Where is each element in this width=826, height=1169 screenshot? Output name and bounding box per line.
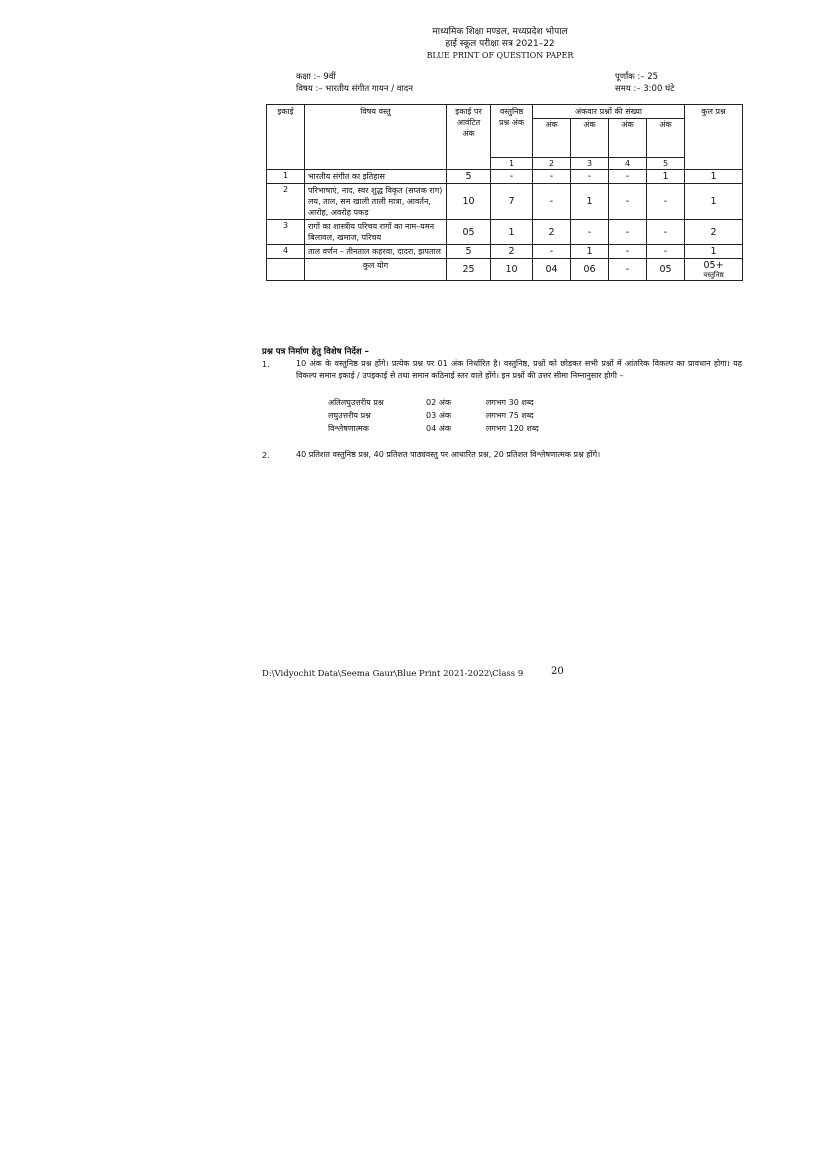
header-objective: वस्तुनिष्ठ प्रश्न अंक <box>491 105 533 158</box>
full-marks-label: पूर्णांक :– 25 <box>615 72 659 82</box>
word-limit-type: विश्लेषणात्मक <box>328 424 369 433</box>
instruction-2-text: 40 प्रतिशत वस्तुनिष्ठ प्रश्न, 40 प्रतिशत पाठ्यवस्तु पर आधारित प्रश्न, 20 प्रतिशत विश्लेषणात्मक प्रश्न होंगे। <box>296 450 601 459</box>
instruction-1-number: 1. <box>262 360 270 369</box>
time-label: समय :– 3:00 घंटे <box>615 84 675 94</box>
page-number: 20 <box>551 666 564 677</box>
word-limit-words: लगभग 30 शब्द <box>486 398 534 407</box>
table-row <box>267 245 743 259</box>
row-unit: 4 <box>267 245 305 259</box>
total-questions-value: 05+ <box>703 260 724 271</box>
header-total: कुल प्रश्न <box>685 105 743 170</box>
row-marks: 05 <box>447 220 491 245</box>
board-name: माध्यमिक शिक्षा मण्डल, मध्यप्रदेश भोपाल <box>432 27 568 37</box>
row-m5: - <box>647 245 685 259</box>
total-marks: 25 <box>447 259 491 281</box>
total-m3: 06 <box>571 259 609 281</box>
document-title: BLUE PRINT OF QUESTION PAPER <box>426 51 574 60</box>
row-content: रागों का शास्त्रीय परिचय रागों का नाम–यमन बिलावल, खमाज, परिचय <box>305 220 447 245</box>
row-m2: 2 <box>533 220 571 245</box>
col-number-4: 4 <box>609 158 647 170</box>
subject-label: विषय :– भारतीय संगीत गायन / वादन <box>296 84 413 94</box>
row-objective: 2 <box>491 245 533 259</box>
row-total: 1 <box>685 184 743 220</box>
header-ank-4: अंक <box>609 119 647 157</box>
row-total: 1 <box>685 170 743 184</box>
footer-file-path: D:\Vidyochit Data\Seema Gaur\Blue Print 2021-2022\Class 9 <box>262 669 524 679</box>
row-m5: - <box>647 184 685 220</box>
row-m3: 1 <box>571 184 609 220</box>
row-unit: 2 <box>267 184 305 220</box>
row-total: 1 <box>685 245 743 259</box>
row-m4: - <box>609 245 647 259</box>
header-ank-5: अंक <box>659 120 672 129</box>
row-content: परिभाषाएं, नाद, स्वर शुद्ध विकृत (सप्तक राग) लय, ताल, सम खाली ताली मात्रा, आवर्तन, आरोह, अवरोह पकड़ <box>305 184 447 220</box>
row-unit: 1 <box>267 170 305 184</box>
total-objective: 10 <box>491 259 533 281</box>
row-m3: 1 <box>571 245 609 259</box>
instructions-heading: प्रश्न पत्र निर्माण हेतु विशेष निर्देश – <box>262 347 369 357</box>
header-unit: इकाई <box>267 105 305 170</box>
total-label: कुल योग <box>305 259 447 281</box>
total-questions <box>685 259 743 281</box>
header-ank-2: अंक <box>533 119 571 157</box>
table-row <box>267 220 743 245</box>
header-marks-group-label: अंकवार प्रश्नों की संख्या <box>533 105 684 119</box>
col-number-5: 5 <box>647 158 685 170</box>
row-m4: - <box>609 170 647 184</box>
total-m4: - <box>609 259 647 281</box>
row-m4: - <box>609 220 647 245</box>
row-objective: - <box>491 170 533 184</box>
row-m5: - <box>647 220 685 245</box>
word-limit-words: लगभग 120 शब्द <box>486 424 539 433</box>
table-row <box>267 184 743 220</box>
row-m2: - <box>533 184 571 220</box>
table-header-row <box>267 105 743 158</box>
row-objective: 7 <box>491 184 533 220</box>
total-m5: 05 <box>647 259 685 281</box>
instruction-2-number: 2. <box>262 451 270 460</box>
row-m3: - <box>571 220 609 245</box>
row-objective: 1 <box>491 220 533 245</box>
row-m4: - <box>609 184 647 220</box>
row-m3: - <box>571 170 609 184</box>
header-content: विषय वस्तु <box>305 105 447 170</box>
row-marks: 10 <box>447 184 491 220</box>
header-ank-3: अंक <box>571 119 609 157</box>
total-m2: 04 <box>533 259 571 281</box>
row-m5: 1 <box>647 170 685 184</box>
exam-session: हाई स्कूल परीक्षा सत्र 2021–22 <box>445 39 555 49</box>
blueprint-table <box>266 104 743 281</box>
word-limit-marks: 02 अंक <box>426 398 451 407</box>
word-limit-type: अतिलघुउत्तरीय प्रश्न <box>328 398 384 407</box>
header-marks-group <box>533 105 685 158</box>
row-total: 2 <box>685 220 743 245</box>
row-content: ताल वर्णन – तीनताल कहरवा, दादरा, झपताल <box>305 245 447 259</box>
word-limit-marks: 04 अंक <box>426 424 451 433</box>
word-limit-type: लघुउत्तरीय प्रश्न <box>328 411 371 420</box>
col-number-2: 2 <box>533 158 571 170</box>
row-m2: - <box>533 245 571 259</box>
table-row <box>267 170 743 184</box>
row-m2: - <box>533 170 571 184</box>
instruction-1-text: 10 अंक के वस्तुनिष्ठ प्रश्न होंगे। प्रत्येक प्रश्न पर 01 अंक निर्धारित है। वस्तुनिष्ठ, प्रश्नों को छोड़कर सभी प्रश्नों में आंतरिक विकल्प का प्रावधान होगा। यह विकल्प समान इकाई / उपइकाई से तथा समान कठिनाई स्तर वाले होंगे। इन प्रश्नों की उत्तर सीमा निम्नानुसार होगी – <box>296 359 742 380</box>
row-unit: 3 <box>267 220 305 245</box>
table-total-row <box>267 259 743 281</box>
total-questions-note: वस्तुनिष्ठ <box>703 271 724 279</box>
row-marks: 5 <box>447 170 491 184</box>
total-unit-empty <box>267 259 305 281</box>
row-marks: 5 <box>447 245 491 259</box>
word-limit-words: लगभग 75 शब्द <box>486 411 534 420</box>
row-content: भारतीय संगीत का इतिहास <box>305 170 447 184</box>
header-unit-marks: इकाई पर आवंटित अंक <box>447 105 491 170</box>
word-limit-marks: 03 अंक <box>426 411 451 420</box>
col-number-1: 1 <box>491 158 533 170</box>
col-number-3: 3 <box>571 158 609 170</box>
class-label: कक्षा :– 9वीं <box>296 72 336 82</box>
